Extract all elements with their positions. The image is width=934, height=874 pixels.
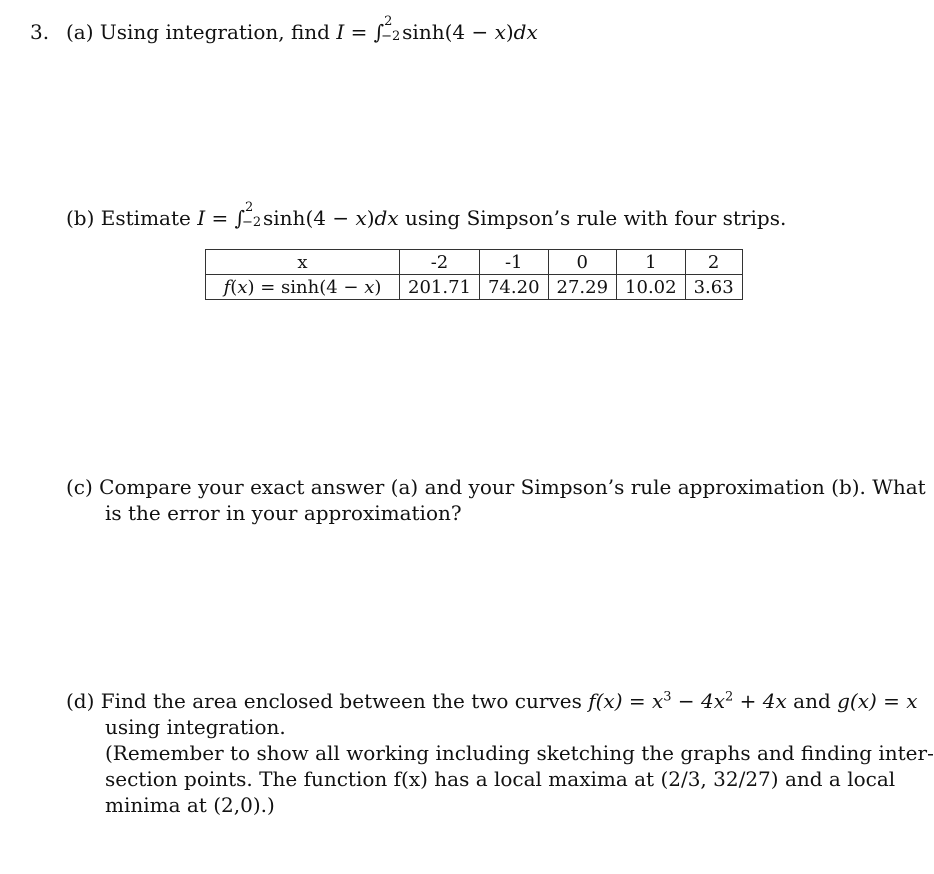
part-d [66, 688, 934, 818]
table-x-cell: 0 [548, 250, 617, 275]
part-d-line-5: minima at (2,0).) [105, 793, 275, 817]
part-b [66, 200, 787, 230]
part-a-integral-sign: ∫ [373, 20, 385, 44]
part-c-label: (c) [66, 475, 93, 499]
table-fx-cell: 74.20 [479, 275, 548, 300]
part-a-x: x [494, 20, 506, 44]
part-d-f-expr: f(x) = x [588, 689, 664, 713]
part-d-exp-3: 3 [663, 689, 672, 705]
part-a-text: Using integration, find [99, 20, 330, 44]
part-a-integral-limits [381, 14, 402, 44]
part-a-integrand: sinh(4 − [402, 20, 495, 44]
part-c-text-1: Compare your exact answer (a) and your Simpson’s rule approximation (b). What [99, 475, 926, 499]
part-d-label: (d) [66, 689, 95, 713]
part-d-exp-2: 2 [725, 689, 734, 705]
part-b-upper-limit: 2 [245, 200, 254, 215]
part-d-text-1: Find the area enclosed between the two curves [100, 689, 582, 713]
part-b-integral-limits [242, 200, 263, 230]
part-d-f-expr-3: + 4x [733, 689, 787, 713]
table-fx-x: x [237, 276, 248, 298]
table-x-cell: 2 [685, 250, 742, 275]
part-d-line-3: (Remember to show all working including sketching the graphs and finding inter- [105, 741, 934, 765]
table-x-cell: -2 [400, 250, 480, 275]
part-b-label: (b) [66, 206, 95, 230]
part-b-lower-limit: −2 [242, 215, 262, 230]
values-table [205, 249, 743, 300]
table-fx-rest: ) = sinh(4 − [247, 276, 365, 298]
part-d-f-expr-2: − 4x [671, 689, 726, 713]
table-x-header: x [206, 250, 400, 275]
question-number: 3. [30, 20, 50, 44]
table-row-x [206, 250, 743, 275]
part-d-line-2: using integration. [105, 715, 286, 739]
table-fx-f: f [223, 276, 231, 298]
part-b-x: x [355, 206, 367, 230]
part-a-integral-var: I [336, 20, 345, 44]
part-b-integrand: sinh(4 − [263, 206, 356, 230]
table-fx-cell: 201.71 [400, 275, 480, 300]
table-x-cell: 1 [617, 250, 686, 275]
part-b-integral-var: I [197, 206, 206, 230]
part-b-equals: = [211, 206, 229, 230]
part-d-line-4: section points. The function f(x) has a local maxima at (2/3, 32/27) and a local [105, 767, 896, 791]
table-fx-cell: 3.63 [685, 275, 742, 300]
part-b-integral-sign: ∫ [234, 206, 246, 230]
part-b-text-before: Estimate [100, 206, 191, 230]
part-a-equals: = [350, 20, 368, 44]
table-fx-x2: x [364, 276, 375, 298]
table-fx-cell: 10.02 [617, 275, 686, 300]
part-d-g-expr: g(x) = x [837, 689, 918, 713]
part-a-label: (a) [66, 20, 94, 44]
table-row-fx [206, 275, 743, 300]
part-b-text-after: using Simpson’s rule with four strips. [404, 206, 787, 230]
part-b-close-paren: ) [366, 206, 375, 230]
part-c-line-2: is the error in your approximation? [105, 501, 462, 525]
part-a-close-paren: ) [505, 20, 514, 44]
part-a-dx: dx [513, 20, 538, 44]
part-a-upper-limit: 2 [384, 14, 393, 29]
table-fx-cell: 27.29 [548, 275, 617, 300]
part-c [66, 474, 926, 526]
table-fx-close: ) [374, 276, 382, 298]
table-fx-header: f(x) = sinh(4 − x) [206, 275, 400, 300]
part-c-line-1 [66, 474, 926, 500]
part-d-line-1 [66, 688, 918, 714]
part-a-lower-limit: −2 [381, 29, 401, 44]
part-a [66, 14, 538, 44]
part-d-and: and [793, 689, 831, 713]
table-x-cell: -1 [479, 250, 548, 275]
part-b-dx: dx [374, 206, 399, 230]
